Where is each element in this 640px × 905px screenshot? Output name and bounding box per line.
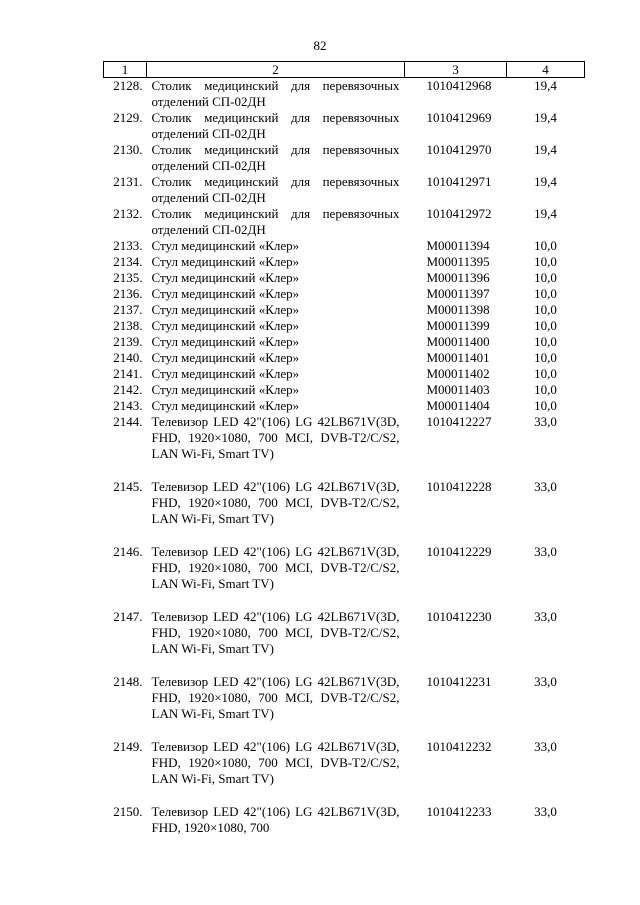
row-value: 33,0	[534, 609, 557, 624]
row-value: 10,0	[534, 238, 557, 253]
row-code: 1010412231	[426, 674, 492, 689]
row-name: Стул медицинский «Клер»	[151, 318, 300, 333]
row-value: 33,0	[534, 739, 557, 754]
row-code: M00011401	[426, 350, 490, 365]
row-value: 33,0	[534, 544, 557, 559]
row-name: Телевизор LED 42"(106) LG 42LB671V(3D, FHD, 1920×1080, 700 MCI, DVB-T2/C/S2, LAN Wi-Fi, Smart TV)	[151, 674, 400, 721]
column-header-4: 4	[507, 62, 585, 78]
table-row	[104, 302, 585, 318]
row-value: 10,0	[534, 270, 557, 285]
row-code: M00011396	[426, 270, 490, 285]
row-code: 1010412969	[426, 110, 492, 125]
row-number: 2137.	[113, 302, 143, 317]
row-name: Столик медицинский для перевязочных отделений СП-02ДН	[151, 206, 400, 237]
row-value: 19,4	[534, 174, 557, 189]
row-name: Стул медицинский «Клер»	[151, 334, 300, 349]
row-number: 2150.	[113, 804, 143, 819]
column-header-2: 2	[147, 62, 405, 78]
row-name: Столик медицинский для перевязочных отделений СП-02ДН	[151, 110, 400, 141]
row-name: Стул медицинский «Клер»	[151, 350, 300, 365]
table-row	[104, 804, 585, 836]
row-code: 1010412229	[426, 544, 492, 559]
table-row	[104, 382, 585, 398]
row-number: 2133.	[113, 238, 143, 253]
row-number: 2131.	[113, 174, 143, 189]
row-code: 1010412232	[426, 739, 492, 754]
row-name: Столик медицинский для перевязочных отделений СП-02ДН	[151, 174, 400, 205]
table-row	[104, 334, 585, 350]
row-name: Столик медицинский для перевязочных отделений СП-02ДН	[151, 78, 400, 109]
row-number: 2129.	[113, 110, 143, 125]
row-value: 33,0	[534, 479, 557, 494]
row-value: 10,0	[534, 382, 557, 397]
row-code: M00011399	[426, 318, 490, 333]
row-name: Стул медицинский «Клер»	[151, 238, 300, 253]
table-row	[104, 206, 585, 238]
row-number: 2142.	[113, 382, 143, 397]
row-name: Стул медицинский «Клер»	[151, 398, 300, 413]
table-row	[104, 286, 585, 302]
column-header-1: 1	[104, 62, 147, 78]
row-value: 19,4	[534, 110, 557, 125]
table-row	[104, 366, 585, 382]
registry-table	[103, 61, 585, 836]
row-name: Телевизор LED 42"(106) LG 42LB671V(3D, FHD, 1920×1080, 700 MCI, DVB-T2/C/S2, LAN Wi-Fi, Smart TV)	[151, 414, 400, 461]
row-number: 2146.	[113, 544, 143, 559]
row-number: 2139.	[113, 334, 143, 349]
row-name: Стул медицинский «Клер»	[151, 302, 300, 317]
row-code: M00011394	[426, 238, 490, 253]
row-number: 2140.	[113, 350, 143, 365]
row-name: Столик медицинский для перевязочных отделений СП-02ДН	[151, 142, 400, 173]
row-code: M00011400	[426, 334, 490, 349]
row-number: 2148.	[113, 674, 143, 689]
row-number: 2134.	[113, 254, 143, 269]
row-name: Телевизор LED 42"(106) LG 42LB671V(3D, FHD, 1920×1080, 700	[151, 804, 400, 835]
row-value: 10,0	[534, 366, 557, 381]
row-code: 1010412227	[426, 414, 492, 429]
row-number: 2143.	[113, 398, 143, 413]
row-code: 1010412970	[426, 142, 492, 157]
row-number: 2145.	[113, 479, 143, 494]
row-number: 2147.	[113, 609, 143, 624]
row-name: Стул медицинский «Клер»	[151, 254, 300, 269]
table-row	[104, 142, 585, 174]
table-row	[104, 674, 585, 739]
row-code: 1010412972	[426, 206, 492, 221]
row-code: M00011398	[426, 302, 490, 317]
row-name: Телевизор LED 42"(106) LG 42LB671V(3D, FHD, 1920×1080, 700 MCI, DVB-T2/C/S2, LAN Wi-Fi, Smart TV)	[151, 609, 400, 656]
row-code: 1010412971	[426, 174, 492, 189]
row-value: 33,0	[534, 414, 557, 429]
row-value: 19,4	[534, 78, 557, 93]
table-header-row	[104, 62, 585, 78]
row-number: 2130.	[113, 142, 143, 157]
row-number: 2138.	[113, 318, 143, 333]
row-code: M00011395	[426, 254, 490, 269]
page-number: 82	[313, 38, 327, 53]
table-row	[104, 479, 585, 544]
row-name: Телевизор LED 42"(106) LG 42LB671V(3D, FHD, 1920×1080, 700 MCI, DVB-T2/C/S2, LAN Wi-Fi, Smart TV)	[151, 739, 400, 786]
table-row	[104, 544, 585, 609]
table-row	[104, 414, 585, 479]
column-header-3: 3	[405, 62, 507, 78]
row-code: 1010412233	[426, 804, 492, 819]
row-value: 10,0	[534, 302, 557, 317]
row-value: 10,0	[534, 350, 557, 365]
row-value: 10,0	[534, 254, 557, 269]
row-name: Стул медицинский «Клер»	[151, 270, 300, 285]
row-name: Стул медицинский «Клер»	[151, 286, 300, 301]
table-row	[104, 350, 585, 366]
row-code: M00011402	[426, 366, 490, 381]
row-value: 19,4	[534, 206, 557, 221]
row-code: M00011403	[426, 382, 490, 397]
row-name: Телевизор LED 42"(106) LG 42LB671V(3D, FHD, 1920×1080, 700 MCI, DVB-T2/C/S2, LAN Wi-Fi, Smart TV)	[151, 544, 400, 591]
row-code: 1010412968	[426, 78, 492, 93]
row-value: 33,0	[534, 804, 557, 819]
table-body	[104, 78, 585, 837]
row-number: 2149.	[113, 739, 143, 754]
row-code: 1010412228	[426, 479, 492, 494]
row-number: 2128.	[113, 78, 143, 93]
table-row	[104, 270, 585, 286]
row-value: 10,0	[534, 398, 557, 413]
table-row	[104, 398, 585, 414]
row-number: 2132.	[113, 206, 143, 221]
table-row	[104, 254, 585, 270]
row-number: 2136.	[113, 286, 143, 301]
row-code: 1010412230	[426, 609, 492, 624]
row-code: M00011397	[426, 286, 490, 301]
row-value: 10,0	[534, 286, 557, 301]
row-number: 2144.	[113, 414, 143, 429]
table-row	[104, 609, 585, 674]
table-row	[104, 739, 585, 804]
table-row	[104, 110, 585, 142]
row-value: 10,0	[534, 334, 557, 349]
row-value: 10,0	[534, 318, 557, 333]
table-row	[104, 78, 585, 111]
table-row	[104, 238, 585, 254]
row-value: 19,4	[534, 142, 557, 157]
row-name: Телевизор LED 42"(106) LG 42LB671V(3D, FHD, 1920×1080, 700 MCI, DVB-T2/C/S2, LAN Wi-Fi, Smart TV)	[151, 479, 400, 526]
row-number: 2141.	[113, 366, 143, 381]
table-row	[104, 174, 585, 206]
row-name: Стул медицинский «Клер»	[151, 366, 300, 381]
row-code: M00011404	[426, 398, 490, 413]
row-number: 2135.	[113, 270, 143, 285]
row-value: 33,0	[534, 674, 557, 689]
row-name: Стул медицинский «Клер»	[151, 382, 300, 397]
table-row	[104, 318, 585, 334]
